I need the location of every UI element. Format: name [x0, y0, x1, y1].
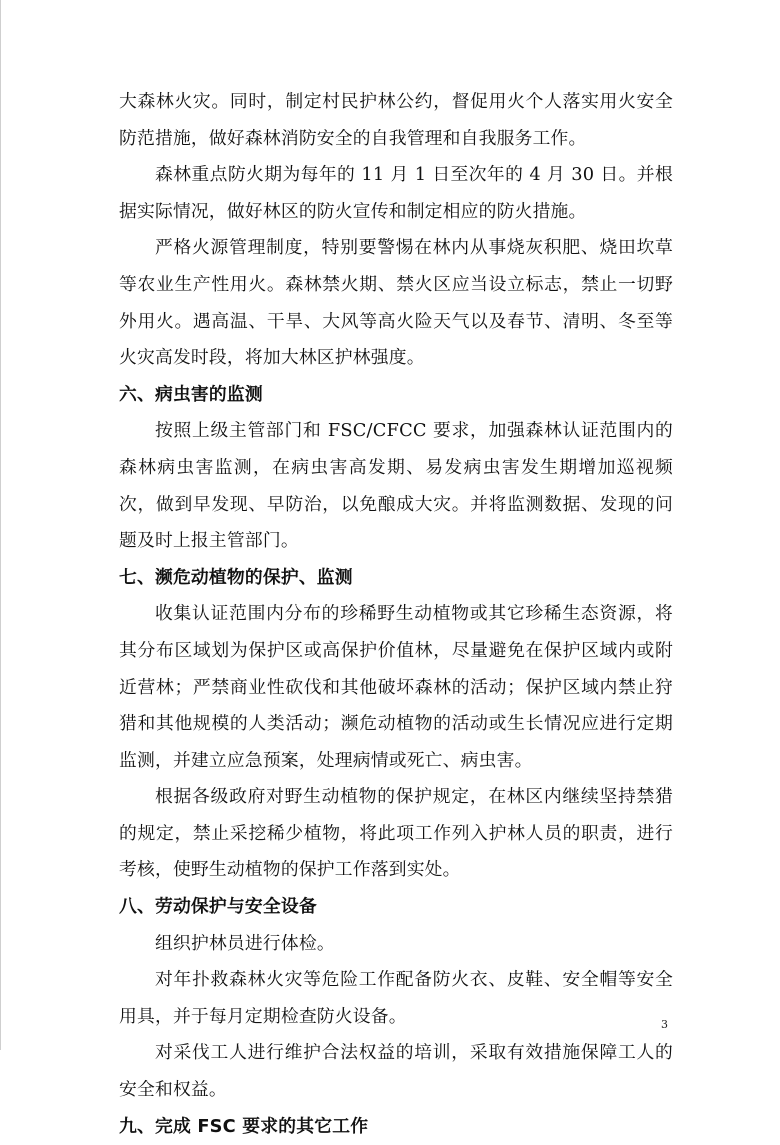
section-heading: 八、劳动保护与安全设备 — [119, 896, 317, 918]
section-heading: 七、濒危动植物的保护、监测 — [119, 566, 353, 588]
paragraph: 组织护林员进行体检。 — [155, 932, 335, 954]
paragraph: 严格火源管理制度，特别要警惕在林内从事烧灰积肥、烧田坎草等农业生产性用火。森林禁火期、禁火区应当设立标志，禁止一切野外用火。遇高温、干旱、大风等高火险天气以及春节、清明、冬至等火灾高发时段，将加大林区护林强度。 — [119, 237, 673, 369]
paragraph: 按照上级主管部门和 FSC/CFCC 要求，加强森林认证范围内的森林病虫害监测，在病虫害高发期、易发病虫害发生期增加巡视频次，做到早发现、早防治，以免酿成大灾。并将监测数据、发现的问题及时上报主管部门。 — [119, 420, 673, 552]
section-heading: 六、病虫害的监测 — [119, 383, 263, 405]
paragraph: 森林重点防火期为每年的 11 月 1 日至次年的 4 月 30 日。并根据实际情况，做好林区的防火宣传和制定相应的防火措施。 — [119, 164, 673, 222]
page-number: 3 — [661, 1018, 668, 1031]
paragraph: 大森林火灾。同时，制定村民护林公约，督促用火个人落实用火安全防范措施，做好森林消防安全的自我管理和自我服务工作。 — [119, 91, 673, 149]
paragraph: 对采伐工人进行维护合法权益的培训，采取有效措施保障工人的安全和权益。 — [119, 1042, 673, 1101]
section-heading: 九、完成 FSC 要求的其它工作 — [119, 1115, 369, 1137]
paragraph: 收集认证范围内分布的珍稀野生动植物或其它珍稀生态资源，将其分布区域划为保护区或高保护价值林，尽量避免在保护区域内或附近营林；严禁商业性砍伐和其他破坏森林的活动；保护区域内禁止狩猎和其他规模的人类活动；濒危动植物的活动或生长情况应进行定期监测，并建立应急预案，处理病情或死亡、病虫害。 — [119, 603, 673, 771]
document-body — [119, 84, 673, 1145]
paragraph: 根据各级政府对野生动植物的保护规定，在林区内继续坚持禁猎的规定，禁止采挖稀少植物，将此项工作列入护林人员的职责，进行考核，使野生动植物的保护工作落到实处。 — [119, 786, 673, 881]
paragraph: 对年扑救森林火灾等危险工作配备防火衣、皮鞋、安全帽等安全用具，并于每月定期检查防火设备。 — [119, 969, 673, 1027]
